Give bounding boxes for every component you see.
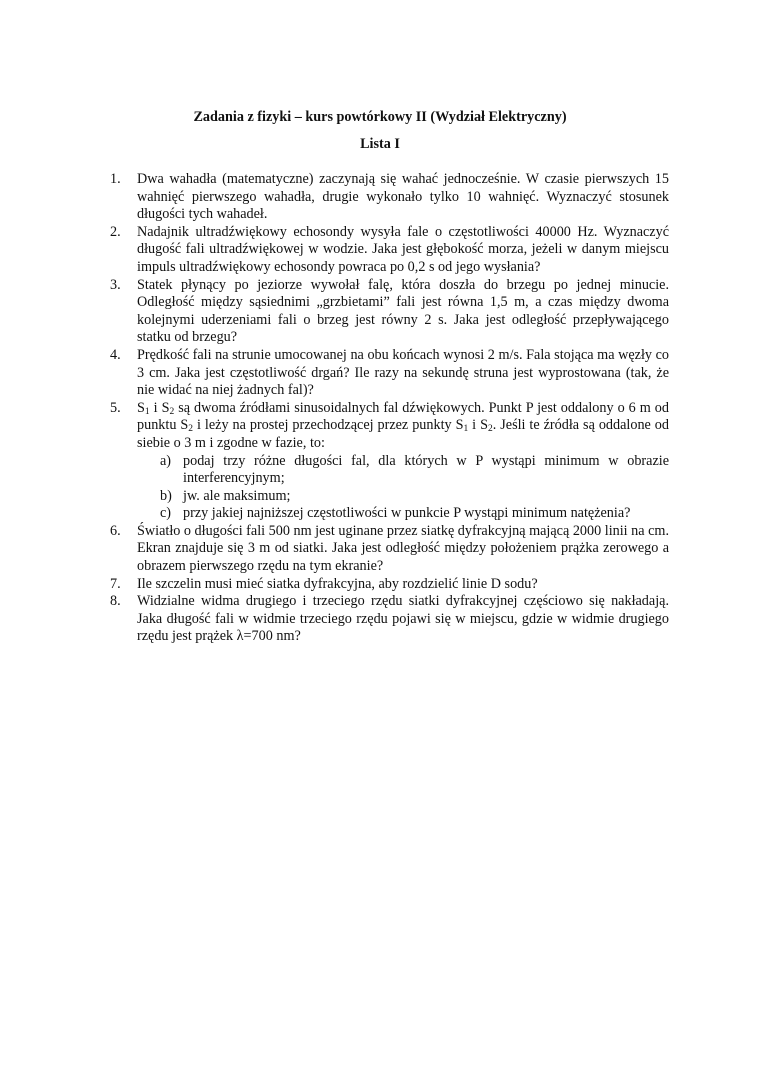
task-number: 3. (110, 276, 121, 293)
task-item (110, 575, 669, 594)
subtask-list (137, 453, 669, 523)
task-text: Nadajnik ultradźwiękowy echosondy wysyła fale o częstotliwości 40000 Hz. Wyznaczyć długość fali ultradźwiękowej w wodzie. Jaka jest głębokość morza, jeżeli w danym miejscu impuls ultradźwiękowy echosondy powraca po 0,2 s od jego wysłania? (137, 223, 669, 275)
task-text: Widzialne widma drugiego i trzeciego rzędu siatki dyfrakcyjnej częściowo się nakładają. Jaka długość fali w widmie trzeciego rzędu pojawi się w miejscu, gdzie w widmie drugiego rzędu jest prążek λ=700 nm? (137, 593, 669, 645)
list-title: Lista I (360, 136, 400, 152)
task-number: 7. (110, 575, 121, 592)
subscript-1: 1 (144, 406, 150, 417)
subtask-label: b) (160, 487, 172, 504)
task-number: 6. (110, 522, 121, 539)
task-number: 8. (110, 593, 121, 610)
source-symbol: S (480, 417, 488, 434)
task-number: 5. (110, 399, 121, 416)
subtask-item (137, 505, 669, 523)
subtask-item (137, 453, 669, 488)
task-item (110, 346, 669, 400)
subscript-2: 2 (487, 424, 493, 435)
task-text: Prędkość fali na strunie umocowanej na obu końcach wynosi 2 m/s. Fala stojąca ma węzły co 3 cm. Jaka jest częstotliwość drgań? Ile razy na sekundę struna jest wyprostowana (tak, że nie widać na niej żadnych fal)? (137, 346, 669, 399)
subscript-1: 1 (463, 424, 469, 435)
task-item (110, 522, 669, 576)
source-symbol: S (455, 417, 464, 434)
task-text: Statek płynący po jeziorze wywołał falę, która doszła do brzegu po jednej minucie. Odległość między sąsiednimi „grzbietami” fali jest równa 1,5 m, a czas między dwoma kolejnymi uderzeniami fali o brzeg jest równy 2 s. Jaka jest odległość przepływającego statku od brzegu? (137, 276, 669, 346)
subtask-text: jw. ale maksimum; (183, 487, 291, 504)
text-fragment: . Jeśli te źródła są oddalone od siebie o 3 m i zgodne w fazie, to: (137, 417, 669, 451)
text-fragment: i (468, 417, 481, 434)
subscript-2: 2 (188, 424, 194, 435)
task-item (110, 399, 669, 523)
source-symbol: S (161, 399, 170, 416)
source-symbol: S (180, 417, 189, 434)
subtask-label: c) (160, 505, 172, 522)
task-text (137, 400, 669, 451)
task-item (110, 223, 669, 277)
task-text: Światło o długości fali 500 nm jest uginane przez siatkę dyfrakcyjną mającą 2000 linii na cm. Ekran znajduje się 3 m od siatki. Jaka jest odległość między położeniem prążka zerowego a obrazem pierwszego rzędu na tym ekranie? (137, 522, 669, 575)
task-item (110, 276, 669, 347)
subtask-text: podaj trzy różne długości fal, dla których w P wystąpi minimum w obrazie interferencyjnym; (183, 452, 669, 487)
text-fragment: i (149, 399, 162, 416)
text-fragment: są dwoma źródłami sinusoidalnych fal dźwiękowych. Punkt P jest oddalony o 6 m od punktu (137, 399, 669, 434)
source-symbol: S (137, 399, 145, 416)
subtask-text: przy jakiej najniższej częstotliwości w punkcie P wystąpi minimum natężenia? (183, 505, 631, 522)
text-fragment: i leży na prostej przechodzącej przez punkty (193, 417, 456, 434)
task-text: Dwa wahadła (matematyczne) zaczynają się wahać jednocześnie. W czasie pierwszych 15 wahnięć pierwszego wahadła, drugie wykonało tylko 10 wahnięć. Wyznaczyć stosunek długości tych wahadeł. (137, 171, 669, 223)
document-title: Zadania z fizyki – kurs powtórkowy II (Wydział Elektryczny) (193, 109, 567, 125)
task-item (110, 593, 669, 646)
task-number: 2. (110, 223, 121, 240)
subtask-item (137, 488, 669, 506)
subscript-2: 2 (169, 406, 175, 417)
task-text: Ile szczelin musi mieć siatka dyfrakcyjna, aby rozdzielić linie D sodu? (137, 575, 538, 592)
subtask-label: a) (160, 452, 172, 469)
task-list (110, 171, 669, 646)
task-number: 1. (110, 171, 121, 187)
task-item (110, 171, 669, 224)
task-number: 4. (110, 346, 121, 363)
